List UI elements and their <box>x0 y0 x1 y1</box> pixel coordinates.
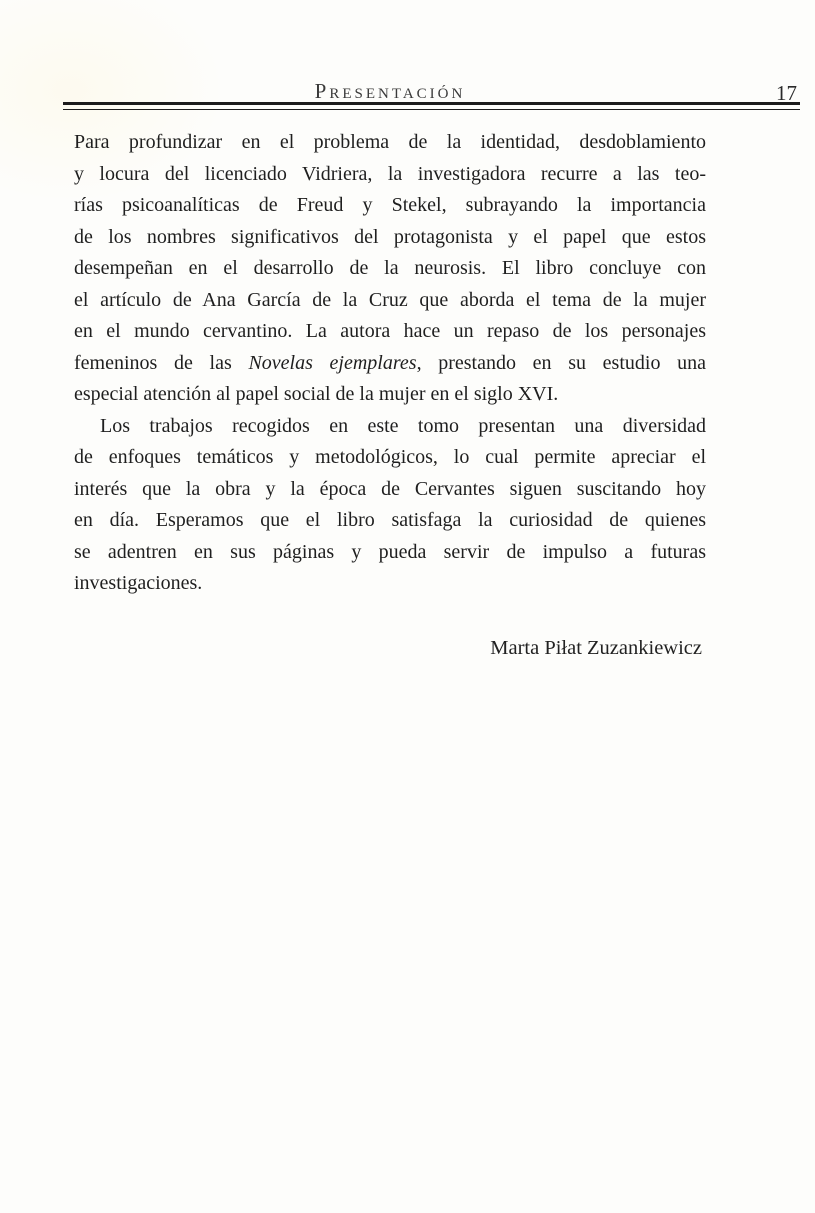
text-line: Los trabajos recogidos en este tomo presentan una diversidad <box>100 414 706 437</box>
text-line: en el mundo cervantino. La autora hace un repaso de los personajes <box>74 320 706 342</box>
paragraph-1 <box>74 127 706 411</box>
text-line: en día. Esperamos que el libro satisfaga la curiosidad de quienes <box>74 509 706 531</box>
text-line: de enfoques temáticos y metodológicos, lo cual permite apreciar el <box>74 446 706 468</box>
text-line: especial atención al papel social de la mujer en el siglo XVI. <box>74 383 559 405</box>
text-line: desempeñan en el desarrollo de la neurosis. El libro concluye con <box>74 257 706 279</box>
header-rule <box>63 102 800 110</box>
book-title-italic: Novelas ejemplares <box>248 351 417 374</box>
body-text <box>74 127 706 664</box>
text-line: y locura del licenciado Vidriera, la investigadora recurre a las teo- <box>74 162 706 185</box>
text-line: rías psicoanalíticas de Freud y Stekel, subrayando la importancia <box>74 194 706 216</box>
text-line: de los nombres significativos del protagonista y el papel que estos <box>74 225 706 248</box>
text-segment: , prestando en su estudio una <box>416 351 706 374</box>
running-header-title: Presentación <box>314 79 466 103</box>
author-signature: Marta Piłat Zuzankiewicz <box>490 636 702 659</box>
text-line-with-book-title <box>74 348 706 380</box>
text-line: interés que la obra y la época de Cervantes siguen suscitando hoy <box>74 477 706 500</box>
text-line: el artículo de Ana García de la Cruz que aborda el tema de la mujer <box>74 288 706 311</box>
paragraph-2 <box>74 411 706 600</box>
text-line: se adentren en sus páginas y pueda servir de impulso a futuras <box>74 540 706 563</box>
text-line: investigaciones. <box>74 572 203 594</box>
page-number: 17 <box>776 81 797 105</box>
text-line: Para profundizar en el problema de la identidad, desdoblamiento <box>74 131 706 153</box>
text-segment: femeninos de las <box>74 351 249 374</box>
